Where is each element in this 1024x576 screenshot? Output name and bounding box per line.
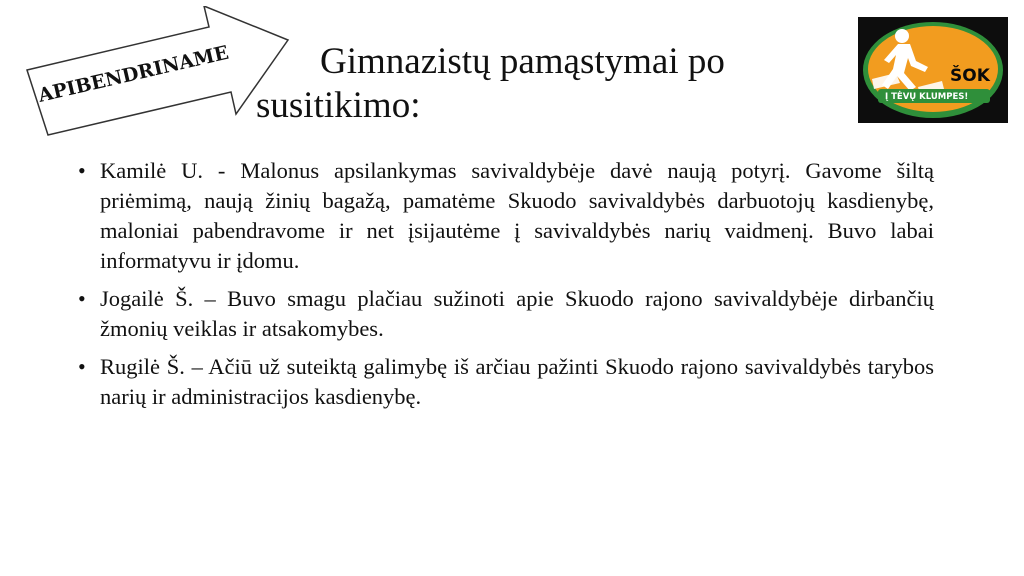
list-item: • Kamilė U. - Malonus apsilankymas savivaldybėje davė naują potyrį. Gavome šiltą priėmimą, naują žinių bagažą, pamatėme Skuodo savivaldybės darbuotojų kasdienybę, maloniai pabendravome ir net įsijautėme į savivaldybės narių vaidmenį. Buvo labai informatyvu ir įdomu. bbox=[74, 156, 934, 276]
title-line-1: Gimnazistų pamąstymai po bbox=[320, 41, 725, 82]
arrow-shape-icon bbox=[24, 6, 294, 136]
list-item: • Jogailė Š. – Buvo smagu plačiau sužinoti apie Skuodo rajono savivaldybėje dirbančių žmonių veiklas ir atsakomybes. bbox=[74, 284, 934, 344]
logo-sub-text: Į TĖVŲ KLUMPES! bbox=[885, 92, 969, 102]
logo-main-text: ŠOK bbox=[950, 66, 990, 86]
reflection-list bbox=[74, 156, 934, 420]
sok-logo bbox=[858, 17, 1008, 123]
title-line-2: susitikimo: bbox=[256, 85, 421, 126]
logo-graphic bbox=[858, 17, 1008, 123]
arrow-banner bbox=[24, 6, 294, 136]
page-title bbox=[256, 40, 836, 128]
list-item: • Rugilė Š. – Ačiū už suteiktą galimybę iš arčiau pažinti Skuodo rajono savivaldybės tarybos narių ir administracijos kasdienybę. bbox=[74, 352, 934, 412]
arrow-label: APIBENDRINAME bbox=[36, 41, 231, 107]
